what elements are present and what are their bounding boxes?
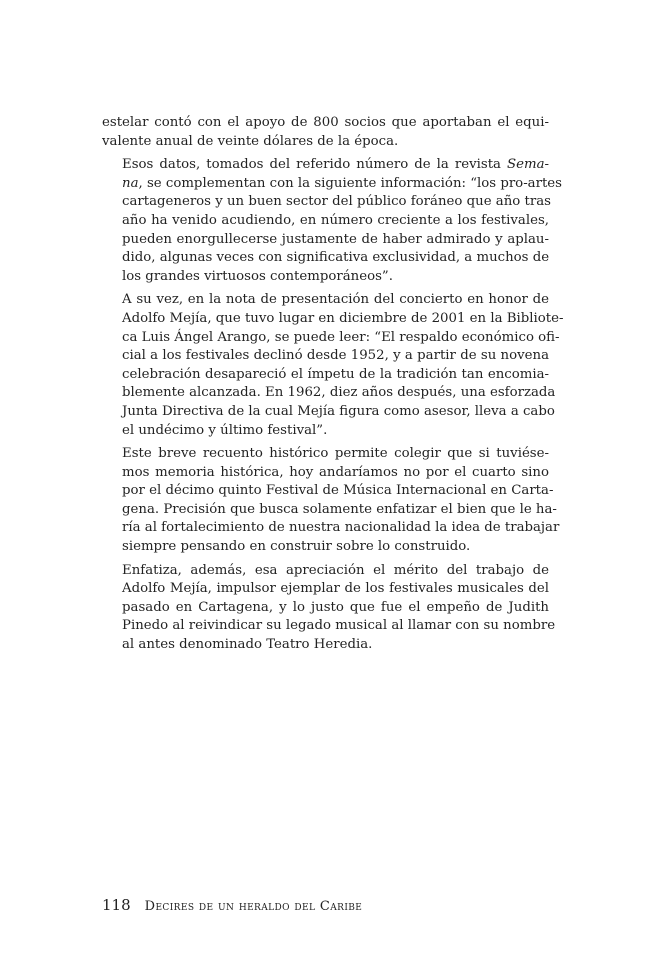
text-line: Esos datos, tomados del referido número de la revista Sema-	[122, 157, 549, 173]
text-line: estelar contó con el apoyo de 800 socios que aportaban el equi-	[102, 115, 549, 130]
text-line: Adolfo Mejía, que tuvo lugar en diciembre de 2001 en la Bibliote-	[122, 310, 564, 326]
text-line: mos memoria histórica, hoy andaríamos no por el cuarto sino	[122, 464, 549, 480]
running-title: Decires de un heraldo del Caribe	[144, 899, 363, 914]
text-line: blemente alcanzada. En 1962, diez años después, una esforzada	[122, 385, 556, 401]
text-line: por el décimo quinto Festival de Música Internacional en Carta-	[122, 483, 554, 499]
text-line: Pinedo al reivindicar su legado musical al llamar con su nombre	[122, 618, 556, 634]
page-number: 118	[102, 896, 131, 914]
text-line: Junta Directiva de la cual Mejía figura como asesor, lleva a cabo	[122, 403, 555, 419]
paragraph-3	[102, 291, 564, 440]
text-line: Este breve recuento histórico permite colegir que si tuviése-	[122, 446, 549, 462]
text-line: el undécimo y último festival”.	[122, 422, 328, 438]
text-line: ca Luis Ángel Arango, se puede leer: “El respaldo económico ofi-	[122, 329, 560, 345]
paragraph-1	[102, 114, 549, 151]
text-line: na, se complementan con la siguiente información: “los pro-artes	[122, 175, 563, 191]
text-line: A su vez, en la nota de presentación del concierto en honor de	[122, 292, 549, 308]
text-line: valente anual de veinte dólares de la época.	[102, 133, 399, 149]
text-line: dido, algunas veces con significativa exclusividad, a muchos de	[122, 250, 550, 266]
text-line: gena. Precisión que busca solamente enfatizar el bien que le ha-	[122, 501, 557, 517]
body-text	[102, 114, 564, 655]
paragraph-5	[102, 562, 556, 655]
text-line: Adolfo Mejía, impulsor ejemplar de los festivales musicales del	[122, 581, 549, 597]
text-line: año ha venido acudiendo, en número creciente a los festivales,	[122, 212, 549, 228]
text-line: los grandes virtuosos contemporáneos”.	[122, 268, 393, 284]
text-line: ría al fortalecimiento de nuestra nacionalidad la idea de trabajar	[122, 520, 560, 536]
text-line: pasado en Cartagena, y lo justo que fue el empeño de Judith	[122, 599, 549, 615]
text-line: siempre pensando en construir sobre lo construido.	[122, 539, 471, 555]
paragraph-4	[102, 445, 560, 557]
page-footer	[102, 896, 362, 914]
text-line: cial a los festivales declinó desde 1952, y a partir de su novena	[122, 348, 549, 364]
text-line: al antes denominado Teatro Heredia.	[122, 637, 373, 653]
paragraph-2	[102, 156, 563, 286]
text-line: pueden enorgullecerse justamente de haber admirado y aplau-	[122, 231, 549, 247]
text-line: celebración desapareció el ímpetu de la tradición tan encomia-	[122, 366, 549, 382]
text-line: Enfatiza, además, esa apreciación el mérito del trabajo de	[122, 562, 549, 578]
text-line: cartageneros y un buen sector del público foráneo que año tras	[122, 194, 551, 210]
